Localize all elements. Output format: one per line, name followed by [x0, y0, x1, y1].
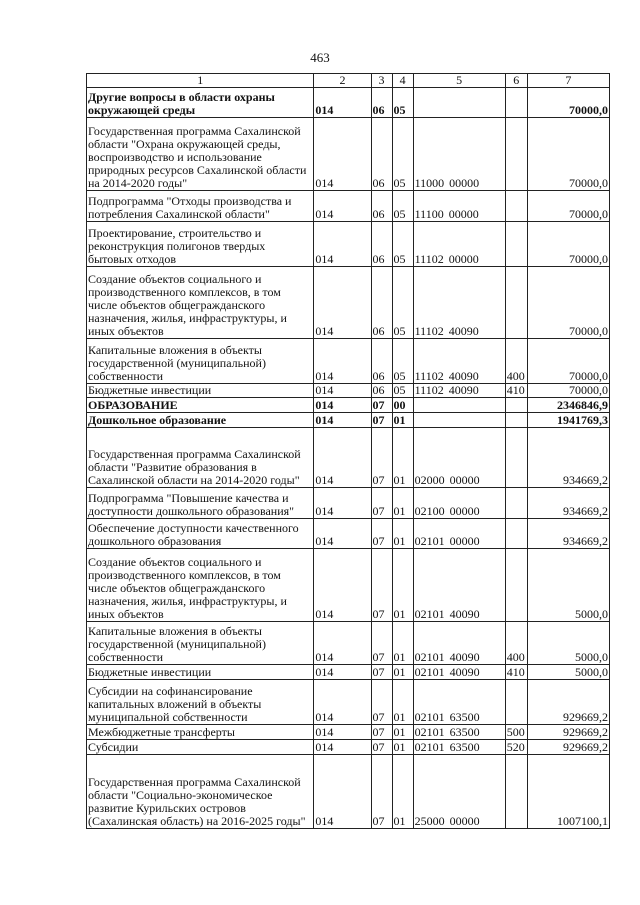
row-section: 07 — [371, 665, 392, 680]
row-subsection: 05 — [392, 384, 413, 398]
target-code-part: 02100 — [414, 504, 445, 518]
row-expense-type — [505, 222, 527, 267]
col-header-section: 3 — [371, 74, 392, 88]
row-name: Другие вопросы в области охраны окружающей среды — [87, 88, 314, 118]
row-amount: 5000,0 — [527, 665, 609, 680]
row-subsection: 05 — [392, 118, 413, 191]
row-target-code — [413, 665, 505, 680]
target-code-part: 00000 — [448, 207, 479, 221]
row-code: 014 — [314, 680, 371, 725]
row-target-code — [413, 88, 505, 118]
row-code: 014 — [314, 339, 371, 384]
target-code-part: 11102 — [414, 252, 444, 266]
target-code-part: 02101 — [414, 710, 445, 724]
target-code-part: 11102 — [414, 383, 444, 397]
target-code-part: 02000 — [414, 473, 445, 487]
row-code: 014 — [314, 384, 371, 398]
target-code-part: 02101 — [414, 607, 445, 621]
row-name: Подпрограмма "Повышение качества и доступности дошкольного образования" — [87, 488, 314, 519]
row-target-code — [413, 118, 505, 191]
row-target-code — [413, 549, 505, 622]
row-name: ОБРАЗОВАНИЕ — [87, 398, 314, 413]
col-header-target: 5 — [413, 74, 505, 88]
table-row — [87, 680, 610, 725]
table-row — [87, 549, 610, 622]
row-section: 07 — [371, 549, 392, 622]
target-code-part: 25000 — [414, 814, 445, 828]
target-code-part: 11000 — [414, 176, 445, 190]
row-name: Государственная программа Сахалинской области "Охрана окружающей среды, воспроизводство и использование природных ресурсов Сахалинской области на 2014-2020 годы" — [87, 118, 314, 191]
row-amount: 934669,2 — [527, 428, 609, 488]
row-target-code — [413, 680, 505, 725]
table-row — [87, 622, 610, 665]
target-code-part: 02101 — [414, 740, 445, 754]
row-section: 07 — [371, 622, 392, 665]
row-amount: 70000,0 — [527, 118, 609, 191]
header-row — [87, 74, 610, 88]
row-name: Капитальные вложения в объекты государственной (муниципальной) собственности — [87, 339, 314, 384]
target-code-part: 63500 — [449, 740, 480, 754]
row-section: 06 — [371, 384, 392, 398]
row-section: 07 — [371, 740, 392, 755]
row-expense-type: 400 — [505, 339, 527, 384]
row-subsection: 01 — [392, 725, 413, 740]
target-code-part: 02101 — [414, 650, 445, 664]
row-name: Субсидии — [87, 740, 314, 755]
row-subsection: 05 — [392, 267, 413, 339]
col-header-subsection: 4 — [392, 74, 413, 88]
row-amount: 70000,0 — [527, 339, 609, 384]
target-code-part: 11102 — [414, 324, 444, 338]
row-target-code — [413, 191, 505, 222]
table-row — [87, 398, 610, 413]
table-row — [87, 118, 610, 191]
row-target-code — [413, 413, 505, 428]
row-code: 014 — [314, 413, 371, 428]
table-row — [87, 725, 610, 740]
row-expense-type — [505, 428, 527, 488]
row-subsection: 01 — [392, 665, 413, 680]
target-code-part: 63500 — [449, 725, 480, 739]
row-expense-type — [505, 413, 527, 428]
row-expense-type — [505, 191, 527, 222]
table-row — [87, 519, 610, 549]
row-subsection: 01 — [392, 740, 413, 755]
target-code-part: 40090 — [448, 324, 479, 338]
col-header-code: 2 — [314, 74, 371, 88]
row-expense-type — [505, 88, 527, 118]
row-section: 07 — [371, 755, 392, 829]
row-section: 06 — [371, 339, 392, 384]
row-amount: 929669,2 — [527, 725, 609, 740]
row-section: 06 — [371, 191, 392, 222]
row-name: Создание объектов социального и производственного комплексов, в том числе объектов общегражданского назначения, жилья, инфраструктуры, и иных объектов — [87, 549, 314, 622]
table-row — [87, 413, 610, 428]
row-expense-type — [505, 267, 527, 339]
row-code: 014 — [314, 740, 371, 755]
row-name: Бюджетные инвестиции — [87, 384, 314, 398]
row-section: 06 — [371, 118, 392, 191]
page-number: 463 — [310, 50, 330, 65]
table-row — [87, 222, 610, 267]
target-code-part: 00000 — [449, 814, 480, 828]
row-name: Бюджетные инвестиции — [87, 665, 314, 680]
table-row — [87, 267, 610, 339]
col-header-name: 1 — [87, 74, 314, 88]
table-row — [87, 191, 610, 222]
row-amount: 70000,0 — [527, 88, 609, 118]
row-code: 014 — [314, 622, 371, 665]
row-code: 014 — [314, 665, 371, 680]
table-row — [87, 384, 610, 398]
row-target-code — [413, 267, 505, 339]
table-row — [87, 428, 610, 488]
target-code-part: 00000 — [449, 176, 480, 190]
row-code: 014 — [314, 398, 371, 413]
row-target-code — [413, 398, 505, 413]
row-section: 07 — [371, 413, 392, 428]
row-section: 06 — [371, 267, 392, 339]
row-target-code — [413, 755, 505, 829]
table-body — [87, 88, 610, 829]
row-expense-type: 500 — [505, 725, 527, 740]
row-code: 014 — [314, 755, 371, 829]
row-section: 06 — [371, 222, 392, 267]
row-name: Государственная программа Сахалинской области "Развитие образования в Сахалинской области на 2014-2020 годы" — [87, 428, 314, 488]
row-expense-type — [505, 519, 527, 549]
row-section: 06 — [371, 88, 392, 118]
row-subsection: 01 — [392, 622, 413, 665]
row-amount: 5000,0 — [527, 622, 609, 665]
target-code-part: 40090 — [448, 369, 479, 383]
col-header-amount: 7 — [527, 74, 609, 88]
row-amount: 934669,2 — [527, 519, 609, 549]
target-code-part: 02101 — [414, 665, 445, 679]
table-row — [87, 488, 610, 519]
row-expense-type: 410 — [505, 665, 527, 680]
row-name: Создание объектов социального и производственного комплексов, в том числе объектов общегражданского назначения, жилья, инфраструктуры, и иных объектов — [87, 267, 314, 339]
row-amount: 1007100,1 — [527, 755, 609, 829]
target-code-part: 40090 — [449, 607, 480, 621]
row-code: 014 — [314, 191, 371, 222]
row-expense-type — [505, 398, 527, 413]
row-name: Капитальные вложения в объекты государственной (муниципальной) собственности — [87, 622, 314, 665]
row-amount: 70000,0 — [527, 267, 609, 339]
col-header-expense: 6 — [505, 74, 527, 88]
row-amount: 5000,0 — [527, 549, 609, 622]
row-expense-type — [505, 755, 527, 829]
row-amount: 934669,2 — [527, 488, 609, 519]
row-expense-type: 400 — [505, 622, 527, 665]
row-expense-type — [505, 549, 527, 622]
row-name: Государственная программа Сахалинской области "Социально-экономическое развитие Курильских островов (Сахалинская область) на 2016-2025 годы" — [87, 755, 314, 829]
row-target-code — [413, 622, 505, 665]
row-expense-type: 520 — [505, 740, 527, 755]
target-code-part: 00000 — [449, 534, 480, 548]
row-name: Проектирование, строительство и реконструкция полигонов твердых бытовых отходов — [87, 222, 314, 267]
target-code-part: 00000 — [449, 504, 480, 518]
target-code-part: 40090 — [449, 650, 480, 664]
row-amount: 929669,2 — [527, 740, 609, 755]
target-code-part: 40090 — [448, 383, 479, 397]
row-code: 014 — [314, 725, 371, 740]
row-section: 07 — [371, 725, 392, 740]
row-section: 07 — [371, 519, 392, 549]
row-code: 014 — [314, 118, 371, 191]
row-subsection: 01 — [392, 413, 413, 428]
row-name: Межбюджетные трансферты — [87, 725, 314, 740]
row-target-code — [413, 339, 505, 384]
target-code-part: 11100 — [414, 207, 444, 221]
target-code-part: 02101 — [414, 725, 445, 739]
row-name: Дошкольное образование — [87, 413, 314, 428]
target-code-part: 00000 — [448, 252, 479, 266]
row-subsection: 00 — [392, 398, 413, 413]
row-expense-type — [505, 118, 527, 191]
row-subsection: 01 — [392, 428, 413, 488]
row-target-code — [413, 488, 505, 519]
row-subsection: 05 — [392, 191, 413, 222]
target-code-part: 00000 — [449, 473, 480, 487]
target-code-part: 11102 — [414, 369, 444, 383]
row-code: 014 — [314, 488, 371, 519]
row-code: 014 — [314, 222, 371, 267]
row-expense-type — [505, 488, 527, 519]
row-target-code — [413, 222, 505, 267]
row-amount: 70000,0 — [527, 222, 609, 267]
row-code: 014 — [314, 519, 371, 549]
row-name: Обеспечение доступности качественного дошкольного образования — [87, 519, 314, 549]
budget-table — [86, 73, 610, 829]
row-name: Подпрограмма "Отходы производства и потребления Сахалинской области" — [87, 191, 314, 222]
row-subsection: 01 — [392, 488, 413, 519]
row-section: 07 — [371, 428, 392, 488]
row-amount: 70000,0 — [527, 191, 609, 222]
table-row — [87, 755, 610, 829]
row-subsection: 05 — [392, 88, 413, 118]
row-section: 07 — [371, 398, 392, 413]
row-subsection: 01 — [392, 519, 413, 549]
row-name: Субсидии на софинансирование капитальных вложений в объекты муниципальной собственности — [87, 680, 314, 725]
row-section: 07 — [371, 488, 392, 519]
row-code: 014 — [314, 549, 371, 622]
row-target-code — [413, 428, 505, 488]
target-code-part: 40090 — [449, 665, 480, 679]
row-section: 07 — [371, 680, 392, 725]
row-amount: 929669,2 — [527, 680, 609, 725]
row-target-code — [413, 725, 505, 740]
row-target-code — [413, 519, 505, 549]
row-target-code — [413, 740, 505, 755]
row-target-code — [413, 384, 505, 398]
row-code: 014 — [314, 267, 371, 339]
row-amount: 1941769,3 — [527, 413, 609, 428]
target-code-part: 02101 — [414, 534, 445, 548]
row-subsection: 01 — [392, 680, 413, 725]
row-expense-type: 410 — [505, 384, 527, 398]
row-code: 014 — [314, 428, 371, 488]
table-row — [87, 88, 610, 118]
row-subsection: 01 — [392, 549, 413, 622]
row-subsection: 05 — [392, 339, 413, 384]
target-code-part: 63500 — [449, 710, 480, 724]
row-subsection: 01 — [392, 755, 413, 829]
table-row — [87, 740, 610, 755]
row-code: 014 — [314, 88, 371, 118]
row-expense-type — [505, 680, 527, 725]
table-row — [87, 339, 610, 384]
row-amount: 2346846,9 — [527, 398, 609, 413]
table-row — [87, 665, 610, 680]
row-subsection: 05 — [392, 222, 413, 267]
row-amount: 70000,0 — [527, 384, 609, 398]
